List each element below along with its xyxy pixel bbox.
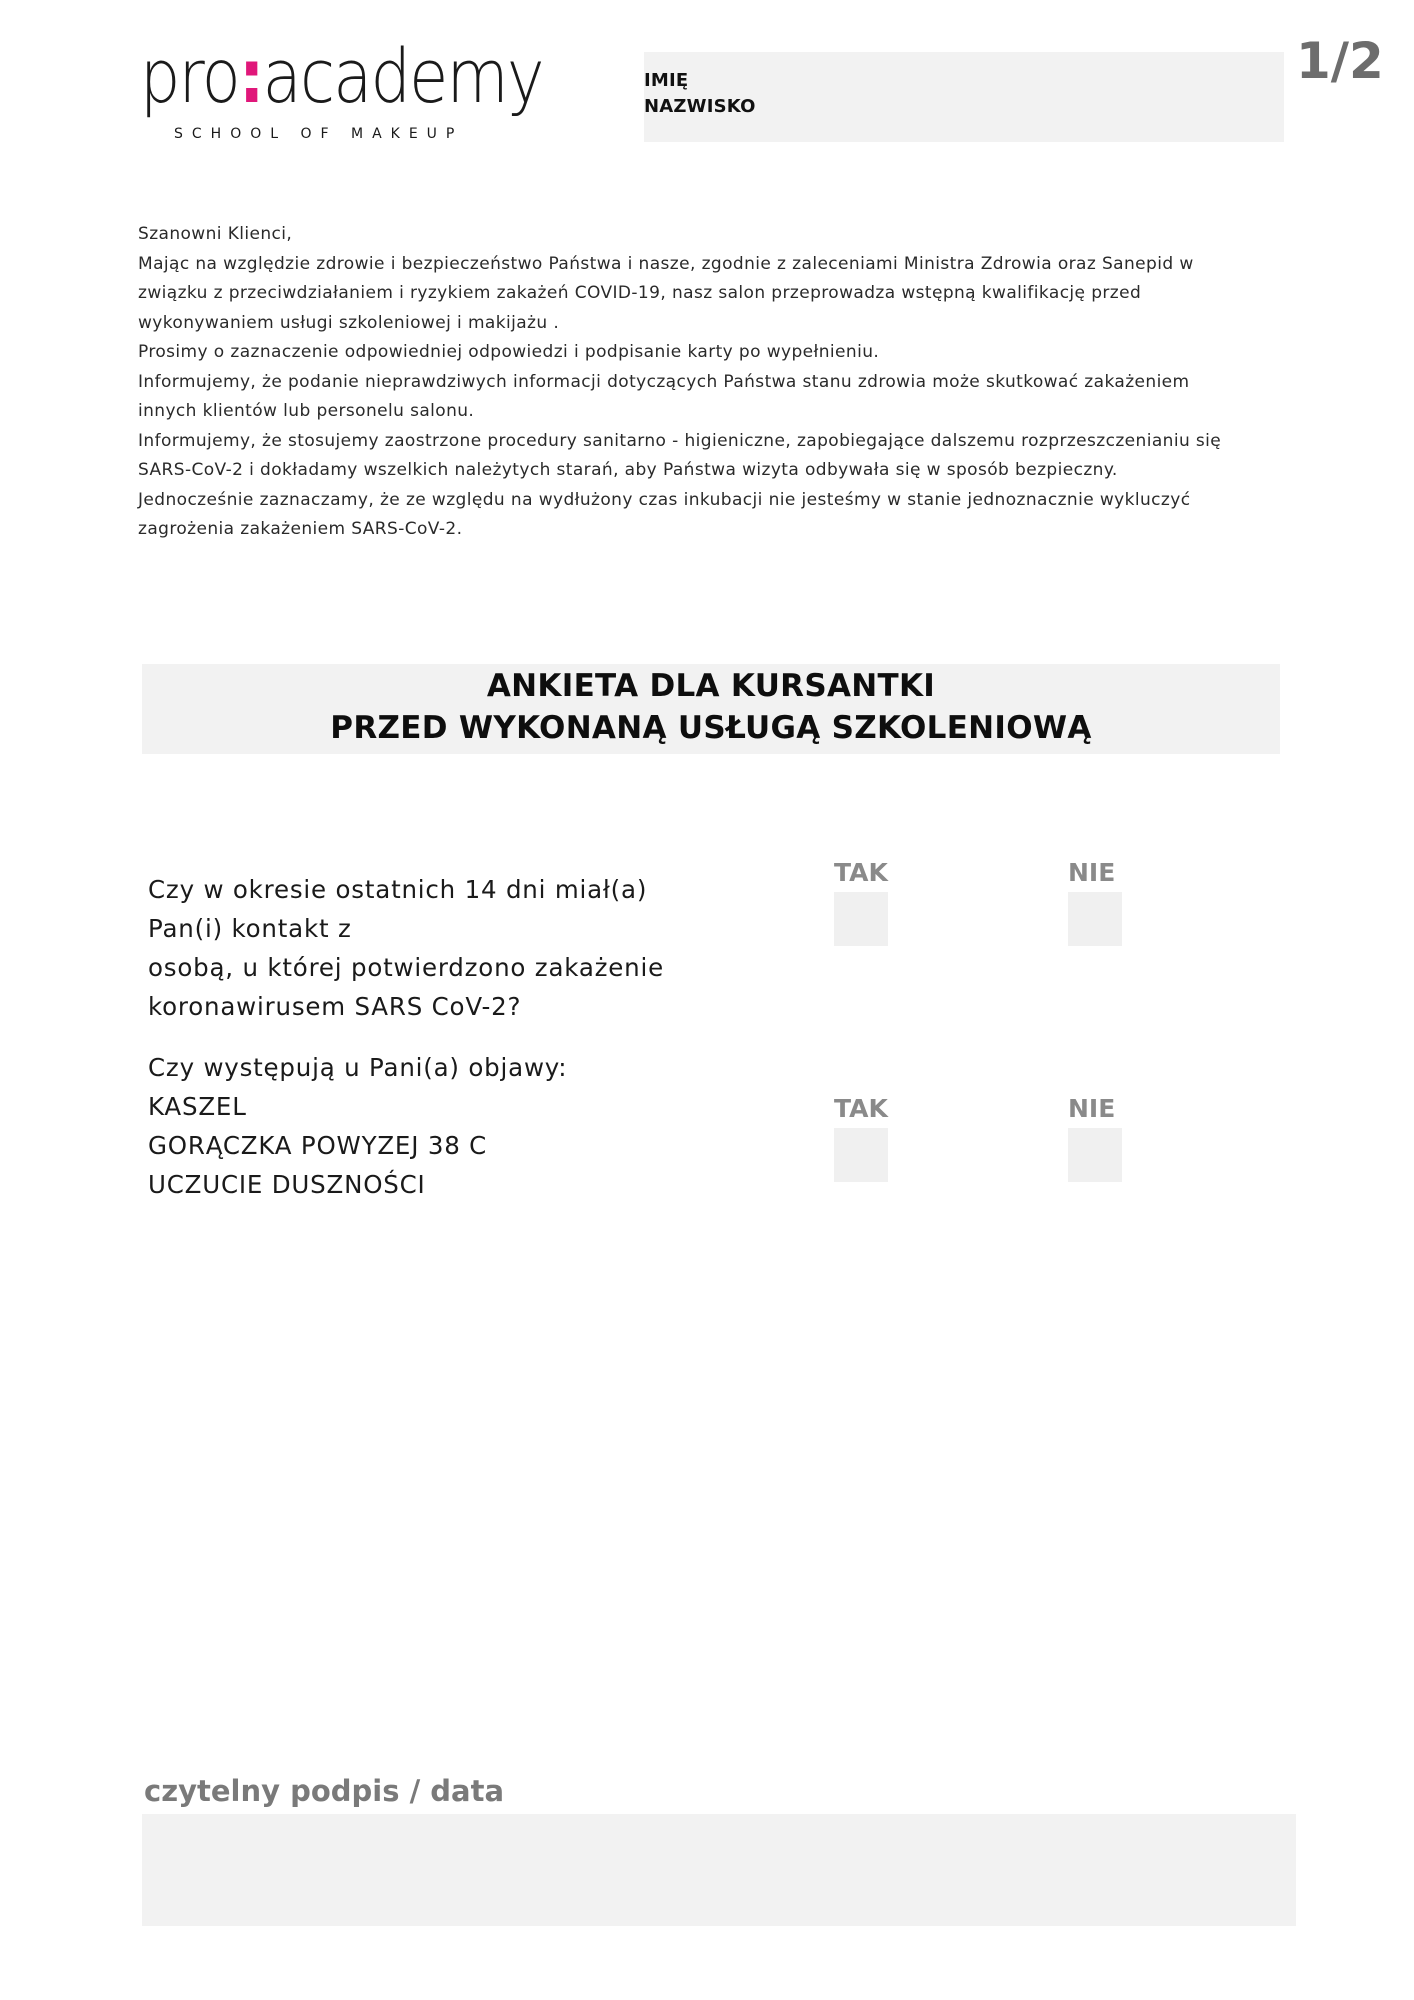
intro-line: związku z przeciwdziałaniem i ryzykiem zakażeń COVID-19, nasz salon przeprowadza wstępną kwalifikację przed [138,283,1142,303]
question-2-no-checkbox[interactable] [1068,1128,1122,1182]
logo-wordmark: pro:academy [140,34,543,120]
question-2-text: Czy występują u Pani(a) objawy: KASZEL GORĄCZKA POWYZEJ 38 C UCZUCIE DUSZNOŚCI [148,1053,568,1199]
intro-line: wykonywaniem usługi szkoleniowej i makijażu . [138,312,560,333]
logo-tagline: SCHOOL OF MAKEUP [174,126,464,142]
surname-label: NAZWISKO [644,96,756,117]
intro-line: Mając na względzie zdrowie i bezpieczeństwo Państwa i nasze, zgodnie z zaleceniami Ministra Zdrowia oraz Sanepid w [138,253,1194,274]
question-2-no-label: NIE [1068,1094,1116,1123]
first-name-label: IMIĘ [644,70,689,91]
intro-line: SARS-CoV-2 i dokładamy wszelkich należytych starań, aby Państwa wizyta odbywała się w sposób bezpieczny. [138,460,1118,480]
question-1-yes-checkbox[interactable] [834,892,888,946]
intro-line: Szanowni Klienci, [138,224,293,244]
page-number: 1/2 [1296,32,1384,90]
logo [140,34,543,150]
signature-label: czytelny podpis / data [144,1774,505,1808]
intro-line: innych klientów lub personelu salonu. [138,401,475,421]
question-1-text: Czy w okresie ostatnich 14 dni miał(a) Pan(i) kontakt z osobą, u której potwierdzono zakażenie koronawirusem SARS CoV-2? [148,875,664,1021]
intro-line: Informujemy, że podanie nieprawdziwych informacji dotyczących Państwa stanu zdrowia może skutkować zakażeniem [138,371,1190,392]
question-2-yes-label: TAK [834,1094,888,1123]
question-1-no-checkbox[interactable] [1068,892,1122,946]
intro-line: zagrożenia zakażeniem SARS-CoV-2. [138,519,463,539]
form-title-band [142,664,1280,754]
question-1-no-label: NIE [1068,858,1116,887]
question-1-yes-label: TAK [834,858,888,887]
intro-line: Jednocześnie zaznaczamy, że ze względu na wydłużony czas inkubacji nie jesteśmy w stanie jednoznacznie wykluczyć [138,489,1191,510]
intro-line: Informujemy, że stosujemy zaostrzone procedury sanitarno - higieniczne, zapobiegające dalszemu rozprzeszczenianiu się [138,430,1222,451]
form-title-line-2: PRZED WYKONANĄ USŁUGĄ SZKOLENIOWĄ [330,710,1092,746]
form-title-line-1: ANKIETA DLA KURSANTKI [486,668,936,704]
intro-line: Prosimy o zaznaczenie odpowiedniej odpowiedzi i podpisanie karty po wypełnieniu. [138,342,880,362]
signature-field[interactable] [142,1814,1296,1926]
name-field-box[interactable] [644,52,1284,142]
intro-text [138,220,1278,545]
question-2-yes-checkbox[interactable] [834,1128,888,1182]
